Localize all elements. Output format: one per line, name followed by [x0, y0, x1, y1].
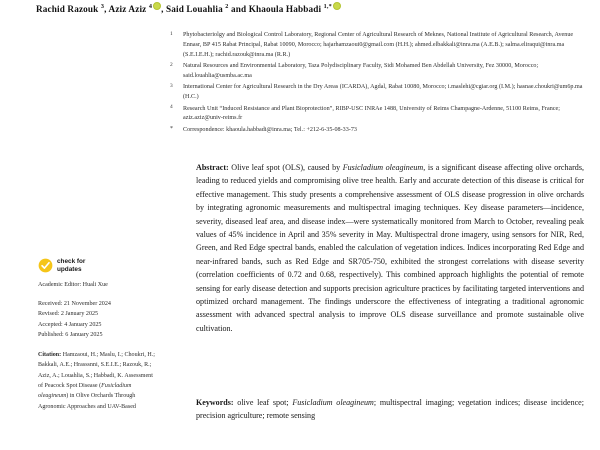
species-name: Fusicladium oleagineum: [292, 398, 374, 407]
keywords-text: ; multispectral imaging; vegetation indices; disease incidence; precision agriculture; remote sensing: [196, 398, 584, 421]
affiliation-row: [170, 31, 585, 61]
orcid-icon[interactable]: [153, 2, 161, 10]
affiliation-text: Phytobacteriolgy and Biological Control Laboratory, Regional Center of Agricultural Research of Meknes, National Institute of Agricultural Research, Avenue Ennasr, BP 415 Rabat Principal, Rabat 10090, Morocco; hajarhamzaoui0@gmail.com (H.H.); ahmed.elbakkali@inra.ma (A.E.B.); salma.eliraqui@inra.ma (S.E.I.E.H.); rachid.razouk@inra.ma (R.R.): [183, 32, 574, 58]
affiliation-marker: 2: [170, 61, 173, 68]
author-name: Khaoula Habbadi: [248, 4, 324, 14]
citation-title-part: Assessment of Peacock Spot Disease (: [38, 372, 153, 389]
species-name: Fusicladium oleagineum: [342, 163, 424, 172]
orcid-icon[interactable]: [333, 2, 341, 10]
affiliation-marker: *: [170, 126, 173, 133]
citation-species-name: Fusicladium oleagineum: [38, 382, 132, 400]
keywords-text: olive leaf spot;: [233, 398, 293, 407]
publication-date-line: Published: 6 January 2025: [38, 332, 103, 339]
keywords-section: [196, 396, 584, 423]
author-separator: and: [228, 4, 249, 14]
check-circle-icon: [38, 258, 53, 273]
publication-date-line: Revised: 2 January 2025: [38, 311, 99, 318]
citation-block: [38, 350, 158, 412]
affiliations-block: [170, 31, 585, 137]
affiliation-text: Natural Resources and Environmental Laboratory, Taza Polydisciplinary Faculty, Sidi Mohamed Ben Abdellah University, Fez 30000, Morocco; said.louahlia@usmba.ac.ma: [183, 63, 539, 79]
author-affiliation-marker: 3: [100, 2, 105, 10]
keywords-label: Keywords:: [196, 398, 234, 407]
author-name: Aziz Aziz: [108, 4, 149, 14]
author-separator: ,: [104, 4, 109, 14]
check-for-updates-badge[interactable]: [38, 258, 158, 273]
affiliation-marker: 1: [170, 30, 173, 37]
cfu-line-2: updates: [57, 265, 82, 273]
abstract-section: [196, 161, 584, 335]
citation-label: Citation:: [38, 351, 63, 358]
publication-date-line: Received: 21 November 2024: [38, 300, 111, 307]
affiliation-marker: 4: [170, 104, 173, 111]
affiliation-text: International Center for Agricultural Research in the Dry Areas (ICARDA), Agdal, Rabat 10080, Morocco; i.maslehi@cgiar.org (I.M.); hasnae.choukri@um6p.ma (H.C.): [183, 84, 583, 101]
author-name: Said Louahlia: [165, 4, 226, 14]
affiliation-text: Correspondence: khaoula.habbadi@inra.ma; Tel.: +212-6-35-08-33-73: [183, 126, 357, 133]
abstract-text: Olive leaf spot (OLS), caused by: [228, 163, 343, 172]
author-list: [36, 2, 576, 14]
affiliation-row: [170, 62, 585, 82]
check-for-updates-label: [57, 258, 85, 272]
cfu-line-1: check for: [57, 258, 86, 266]
academic-editor: Academic Editor: Huali Xue: [38, 282, 108, 288]
author-separator: ,: [161, 4, 166, 14]
author-affiliation-marker: 4: [148, 2, 153, 10]
author-affiliation-marker: 2: [225, 2, 229, 10]
abstract-label: Abstract:: [196, 163, 229, 172]
article-metadata-sidebar: [38, 258, 158, 412]
citation-authors: Hamzaoui, H.; Maslu, I.; Choukri, H.; Bakkali, A.E.; Hrasssnni, S.E.I.E.; Razouk, R.; Aziz, A.; Louahlia, S.; Habbadi, K.: [38, 351, 155, 379]
author-name: Rachid Razouk: [36, 4, 101, 14]
affiliation-row: [170, 83, 585, 103]
publication-date-line: Accepted: 4 January 2025: [38, 321, 102, 328]
affiliation-row: [170, 105, 585, 125]
affiliation-marker: 3: [170, 82, 173, 89]
author-affiliation-marker: 1,*: [323, 2, 332, 10]
affiliation-row: [170, 126, 585, 136]
affiliation-text: Research Unit “Induced Resistance and Plant Bioprotection”, RIBP-USC INRAe 1488, University of Reims Champagne-Ardenne, 51100 Reims, France; aziz.aziz@univ-reims.fr: [183, 105, 560, 122]
abstract-text: , is a significant disease affecting olive orchards, leading to reduced yields and compromising olive tree health. Early and accurate detection of this disease is critical for effective management. This study presents a comprehensive assessment of OLS disease progression in olive orchards by integrating agronomic measurements and multispectral imaging techniques. Key disease parameters—incidence, severity, diseased leaf area, and disease index—were systematically monitored from March to October, revealing peak values of 45% incidence in April and 35% severity in May. Multispectral drone imagery, using sensors for NIR, Red, Green, and Red Edge spectral bands, enabled the calculation of vegetation indices. Indices incorporating Red Edge and near-infrared bands, such as Red Edge and SR705-750, exhibited the strongest correlations with disease severity (correlation coefficients of 0.72 and 0.68, respectively). This combined approach highlights the potential of remote sensing for early disease detection and supports precision agriculture practices by facilitating targeted interventions and optimized orchard management. The findings underscore the effectiveness of integrating a traditional agronomic assessment with advanced spectral analysis to improve OLS disease surveillance and promote sustainable olive cultivation.: [196, 163, 584, 333]
citation-title-part: ) in Olive Orchards Through Agronomic Approaches and UAV-Based: [38, 393, 136, 410]
publication-dates: [38, 299, 158, 341]
